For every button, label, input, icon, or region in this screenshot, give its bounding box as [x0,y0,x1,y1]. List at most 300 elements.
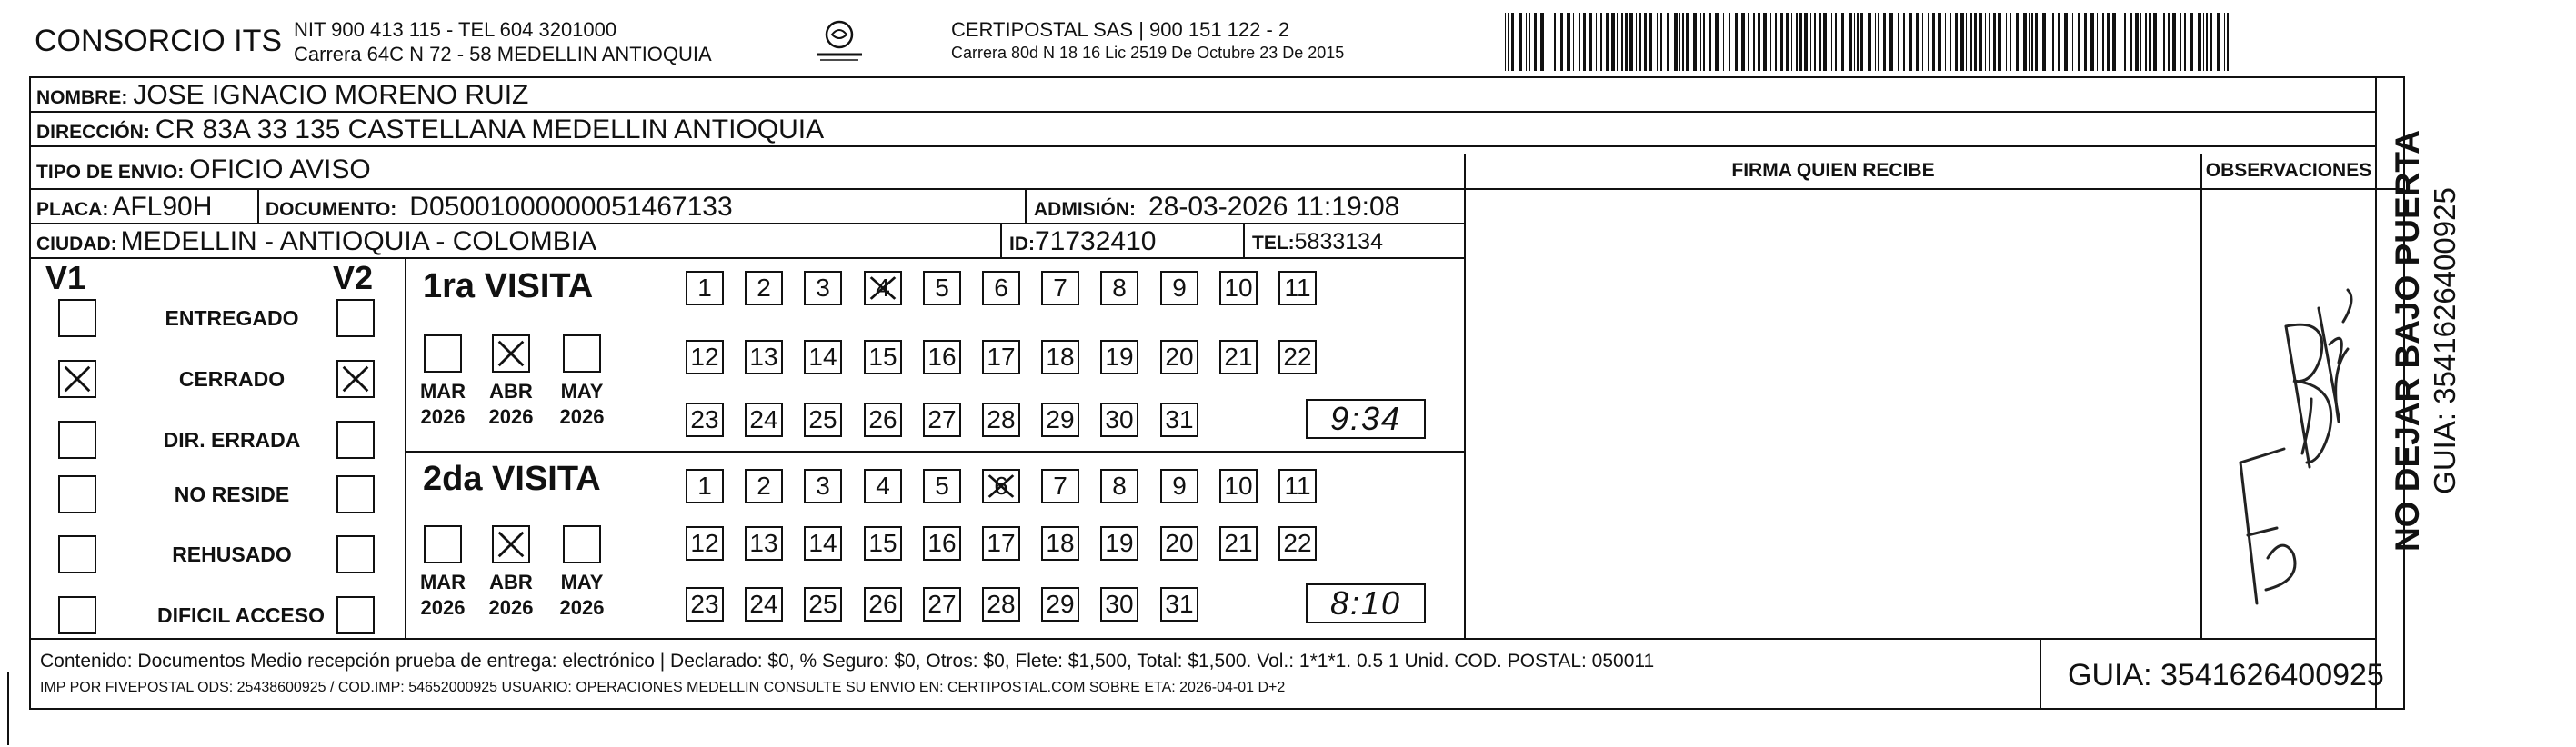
day-box[interactable] [982,340,1020,374]
barcode-bar [1606,13,1609,71]
admission-label: ADMISIÓN: [1034,199,1136,220]
day-number: 17 [987,529,1016,557]
id-row [1009,226,1156,257]
barcode-bar [1729,13,1730,71]
day-number: 28 [987,590,1016,618]
plate-value: AFL90H [112,192,213,222]
barcode-bar [2190,13,2193,71]
barcode-bar [1589,13,1592,71]
day-box[interactable] [923,271,961,305]
day-number: 28 [987,405,1016,433]
barcode-bar [1511,13,1514,71]
day-number: 18 [1046,529,1075,557]
rule [1243,223,1245,258]
status-label: DIR. ERRADA [163,428,301,452]
day-box[interactable] [923,403,961,437]
barcode-bar [1775,13,1777,71]
day-box[interactable] [1041,340,1079,374]
footer-guia: GUIA: 3541626400925 [2068,658,2384,692]
footer-content: Contenido: Documentos Medio recepción prueba de entrega: electrónico | Declarado: $0, % Seguro: $0, Otros: $0, Flete: $1,500, Total: $1,500. Vol.: 1*1*1. 0.5 1 Unid. COD. POSTAL: 050011 [40,651,1655,672]
signature-area[interactable] [1468,190,2199,637]
day-box[interactable] [1278,526,1317,561]
day-box[interactable] [1041,469,1079,503]
day-box[interactable] [864,587,902,622]
barcode [1503,13,2233,71]
barcode-bar [1938,13,1941,71]
day-number: 24 [749,405,778,433]
barcode-bar [1625,13,1628,71]
day-number: 15 [868,343,897,371]
day-box[interactable] [982,526,1020,561]
barcode-bar [2010,13,2011,71]
barcode-bar [2206,13,2208,71]
status-v1-checkbox[interactable] [58,421,96,459]
day-number: 3 [816,472,830,500]
day-box[interactable] [1160,469,1198,503]
day-number: 14 [808,529,837,557]
day-box[interactable] [923,469,961,503]
day-number: 6 [994,472,1008,500]
barcode-bar [1814,13,1816,71]
barcode-bar [2124,13,2126,71]
barcode-bar [2023,13,2027,71]
barcode-bar [1709,13,1711,71]
barcode-bar [1674,13,1678,71]
company-nit-tel: NIT 900 413 115 - TEL 604 3201000 [294,18,617,41]
barcode-bar [1753,13,1755,71]
document-row [266,192,733,223]
day-box[interactable] [686,587,724,622]
day-number: 4 [876,274,890,302]
day-number: 27 [927,405,957,433]
day-box[interactable] [804,340,842,374]
rule [405,451,1466,453]
day-number: 5 [935,274,949,302]
x-check-mark [338,362,373,396]
barcode-bar [2072,13,2073,71]
id-label: ID: [1009,234,1035,254]
company-address: Carrera 64C N 72 - 58 MEDELLIN ANTIOQUIA [294,43,712,65]
day-box[interactable] [1041,403,1079,437]
barcode-bar [1993,13,1996,71]
day-number: 27 [927,590,957,618]
status-v2-checkbox[interactable] [336,475,375,513]
barcode-bar [1560,13,1563,71]
day-box[interactable] [864,340,902,374]
rule [1025,188,1027,224]
month-year: 2026 [420,405,466,428]
barcode-bar [1989,13,1990,71]
day-number: 8 [1112,274,1127,302]
barcode-bar [1763,13,1767,71]
day-number: 10 [1224,472,1253,500]
status-v1-checkbox[interactable] [58,360,96,398]
barcode-bar [2180,13,2181,71]
barcode-bar [2097,13,2098,71]
month-year: 2026 [559,405,605,428]
barcode-bar [2168,13,2170,71]
month-checkbox[interactable] [424,334,462,373]
barcode-bar [1819,13,1821,71]
rule [29,223,1466,224]
barcode-bar [1966,13,1967,71]
status-label: DIFICIL ACCESO [156,603,325,627]
day-box[interactable] [804,271,842,305]
barcode-bar [1554,13,1556,71]
barcode-bar [1823,13,1827,71]
barcode-bar [1636,13,1637,71]
status-v2-checkbox[interactable] [336,299,375,337]
document-value: D05001000000051467133 [409,192,733,222]
day-number: 15 [868,529,897,557]
visit-time-box[interactable] [1306,399,1426,439]
barcode-bar [1854,13,1855,71]
type-label: TIPO DE ENVIO: [36,162,185,183]
month-checkbox[interactable] [563,334,601,373]
status-v2-checkbox[interactable] [336,535,375,573]
rule [1000,223,1002,258]
barcode-bar [1519,13,1522,71]
barcode-bar [1932,13,1935,71]
day-number: 20 [1165,529,1194,557]
observations-handwriting [2202,190,2373,637]
outer-left-rule [7,672,9,745]
day-number: 5 [935,472,949,500]
day-number: 16 [927,529,957,557]
status-v1-checkbox[interactable] [58,596,96,634]
rule [29,111,2375,113]
day-number: 18 [1046,343,1075,371]
day-number: 29 [1046,590,1075,618]
day-number: 12 [690,343,719,371]
day-number: 14 [808,343,837,371]
day-box[interactable] [1100,340,1138,374]
day-box[interactable] [864,271,902,305]
barcode-bar [1922,13,1923,71]
barcode-bar [1831,13,1832,71]
day-number: 31 [1165,405,1194,433]
day-box[interactable] [1041,271,1079,305]
city-row [36,226,596,257]
day-box[interactable] [1219,469,1258,503]
day-number: 26 [868,405,897,433]
barcode-bar [2198,13,2201,71]
id-value: 71732410 [1035,226,1157,256]
day-box[interactable] [864,469,902,503]
rule [29,145,2375,147]
day-box[interactable] [804,587,842,622]
barcode-bar [1583,13,1586,71]
month-year: 2026 [488,596,534,619]
status-v2-checkbox[interactable] [336,421,375,459]
barcode-bar [1849,13,1852,71]
day-box[interactable] [923,340,961,374]
plate-label: PLACA: [36,199,109,220]
status-label: CERRADO [178,367,286,391]
day-box[interactable] [1160,526,1198,561]
tel-value: 5833134 [1294,229,1383,254]
barcode-bar [1679,13,1680,71]
rule [1464,154,1466,639]
day-box[interactable] [1160,403,1198,437]
company-name: CONSORCIO ITS [35,24,283,58]
barcode-bar [2084,13,2087,71]
barcode-bar [1799,13,1802,71]
barcode-bar [1741,13,1745,71]
month-name: ABR [489,380,533,403]
v2-header: V2 [333,259,374,296]
rule [405,257,406,639]
day-box[interactable] [686,271,724,305]
barcode-bar [1883,13,1886,71]
month-year: 2026 [420,596,466,619]
day-number: 1 [697,274,712,302]
barcode-bar [1860,13,1863,71]
day-box[interactable] [1100,526,1138,561]
barcode-bar [1945,13,1946,71]
barcode-bar [1875,13,1876,71]
status-v1-checkbox[interactable] [58,475,96,513]
barcode-bar [1786,13,1789,71]
month-name: ABR [489,571,533,593]
day-number: 30 [1105,590,1134,618]
barcode-bar [1534,13,1537,71]
day-box[interactable] [1041,526,1079,561]
day-number: 26 [868,590,897,618]
rule [2375,76,2377,710]
barcode-bar [1508,13,1509,71]
status-v2-checkbox[interactable] [336,360,375,398]
day-box[interactable] [1219,271,1258,305]
barcode-bar [2184,13,2186,71]
x-check-mark [494,527,528,562]
barcode-bar [2217,13,2220,71]
barcode-bar [1841,13,1844,71]
rule [2040,638,2041,710]
v1-header: V1 [45,259,86,296]
day-box[interactable] [1219,340,1258,374]
barcode-bar [1686,13,1689,71]
barcode-bar [2058,13,2060,71]
visit1-title: 1ra VISITA [423,267,594,305]
month-checkbox[interactable] [424,525,462,563]
day-number: 22 [1283,529,1312,557]
barcode-bar [1950,13,1951,71]
barcode-bar [1868,13,1871,71]
barcode-bar [2172,13,2176,71]
document-label: DOCUMENTO: [266,199,397,220]
barcode-bar [1810,13,1811,71]
day-number: 30 [1105,405,1134,433]
day-box[interactable] [1100,469,1138,503]
barcode-bar [1960,13,1964,71]
day-box[interactable] [1278,271,1317,305]
day-box[interactable] [686,403,724,437]
tel-row [1252,229,1383,255]
plate-row [36,192,212,223]
barcode-bar [1596,13,1597,71]
day-box[interactable] [686,526,724,561]
barcode-bar [2149,13,2151,71]
barcode-bar [2227,13,2229,71]
type-row [36,154,371,185]
day-box[interactable] [745,469,783,503]
day-number: 23 [690,590,719,618]
day-box[interactable] [745,587,783,622]
status-v1-checkbox[interactable] [58,299,96,337]
barcode-bar [2016,13,2019,71]
barcode-bar [1715,13,1719,71]
barcode-bar [1955,13,1958,71]
day-box[interactable] [923,526,961,561]
shipment-type: OFICIO AVISO [189,154,371,184]
day-number: 25 [808,405,837,433]
barcode-bar [2210,13,2212,71]
barcode-bar [1611,13,1615,71]
day-box[interactable] [804,403,842,437]
day-box[interactable] [982,271,1020,305]
barcode-bar [2006,13,2007,71]
barcode-bar [1804,13,1808,71]
barcode-bar [1878,13,1879,71]
day-box[interactable] [982,403,1020,437]
signature-header: FIRMA QUIEN RECIBE [1731,160,1935,181]
day-box[interactable] [1160,340,1198,374]
status-label: NO RESIDE [174,483,290,506]
day-number: 8 [1112,472,1127,500]
day-number: 31 [1165,590,1194,618]
certipostal-logo [807,16,871,65]
day-number: 23 [690,405,719,433]
barcode-bar [2102,13,2104,71]
day-box[interactable] [1278,469,1317,503]
day-number: 9 [1172,472,1187,500]
day-box[interactable] [686,340,724,374]
admission-value: 28-03-2026 11:19:08 [1148,192,1400,222]
admission-row [1034,192,1399,223]
day-number: 11 [1284,472,1311,500]
barcode-bar [1639,13,1641,71]
day-box[interactable] [686,469,724,503]
barcode-bar [2203,13,2204,71]
x-check-mark [60,362,95,396]
barcode-bar [1617,13,1618,71]
day-box[interactable] [864,526,902,561]
address-label: DIRECCIÓN: [36,122,150,143]
day-number: 11 [1284,274,1311,302]
barcode-bar [1985,13,1986,71]
barcode-bar [2042,13,2046,71]
barcode-bar [1970,13,1972,71]
visit-time-box[interactable] [1306,583,1426,623]
status-label: REHUSADO [172,543,292,566]
day-number: 13 [749,529,778,557]
footer-imp: IMP POR FIVEPOSTAL ODS: 25438600925 / COD.IMP: 54652000925 USUARIO: OPERACIONES MEDELLIN CONSULTE SU ENVIO EN: CERTIPOSTAL.COM SOBRE ETA: 2026-04-01 D+2 [40,680,1286,695]
day-box[interactable] [745,340,783,374]
side-guia-number: GUIA: 3541626400925 [2428,187,2461,494]
day-number: 21 [1224,343,1253,371]
day-box[interactable] [1100,403,1138,437]
day-box[interactable] [745,403,783,437]
day-number: 22 [1283,343,1312,371]
barcode-bar [1835,13,1837,71]
day-number: 24 [749,590,778,618]
day-number: 9 [1172,274,1187,302]
day-number: 2 [757,274,771,302]
day-box[interactable] [1160,271,1198,305]
day-number: 10 [1224,274,1253,302]
name-label: NOMBRE: [36,87,128,108]
barcode-bar [1748,13,1749,71]
barcode-bar [1567,13,1570,71]
barcode-bar [1780,13,1783,71]
barcode-bar [1700,13,1701,71]
day-number: 25 [808,590,837,618]
day-box[interactable] [864,403,902,437]
barcode-bar [1916,13,1919,71]
day-box[interactable] [745,271,783,305]
barcode-bar [1735,13,1738,71]
day-box[interactable] [982,469,1020,503]
barcode-bar [2130,13,2132,71]
barcode-bar [1573,13,1574,71]
status-v1-checkbox[interactable] [58,535,96,573]
barcode-bar [2031,13,2033,71]
barcode-bar [2135,13,2139,71]
day-box[interactable] [1041,587,1079,622]
day-box[interactable] [1160,587,1198,622]
day-box[interactable] [1278,340,1317,374]
rule [29,638,2375,640]
visit2-title: 2da VISITA [423,460,601,498]
carrier-address: Carrera 80d N 18 16 Lic 2519 De Octubre 23 De 2015 [951,44,1345,62]
day-number: 16 [927,343,957,371]
day-box[interactable] [923,587,961,622]
day-box[interactable] [804,469,842,503]
barcode-bar [2145,13,2147,71]
day-box[interactable] [982,587,1020,622]
day-number: 17 [987,343,1016,371]
barcode-bar [2052,13,2054,71]
barcode-bar [1974,13,1977,71]
day-box[interactable] [745,526,783,561]
status-v2-checkbox[interactable] [336,596,375,634]
barcode-bar [1540,13,1544,71]
month-checkbox[interactable] [563,525,601,563]
day-number: 13 [749,343,778,371]
barcode-bar [1796,13,1798,71]
month-name: MAY [560,380,604,403]
month-checkbox[interactable] [492,334,530,373]
barcode-bar [1693,13,1697,71]
day-box[interactable] [804,526,842,561]
month-year: 2026 [488,405,534,428]
barcode-bar [1529,13,1530,71]
barcode-bar [1770,13,1771,71]
address-row [36,115,824,145]
day-box[interactable] [1219,526,1258,561]
barcode-bar [2064,13,2068,71]
recipient-name: JOSE IGNACIO MORENO RUIZ [133,80,529,110]
day-number: 7 [1053,274,1067,302]
day-box[interactable] [1100,271,1138,305]
day-box[interactable] [1100,587,1138,622]
barcode-bar [1857,13,1859,71]
status-label: ENTREGADO [165,306,299,330]
month-checkbox[interactable] [492,525,530,563]
barcode-bar [1979,13,1982,71]
month-name: MAY [560,571,604,593]
